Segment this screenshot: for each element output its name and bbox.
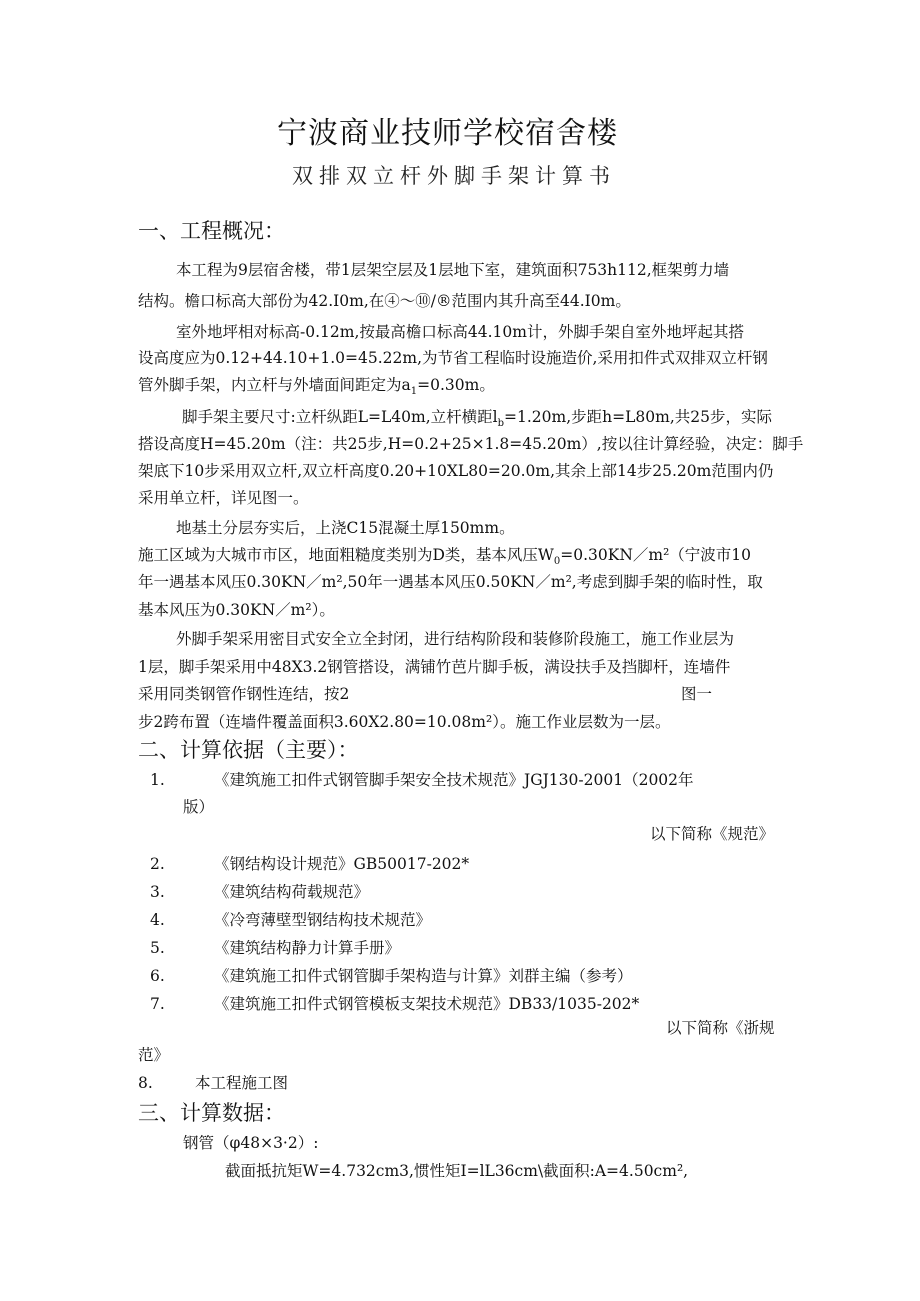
list-item: 《建筑结构静力计算手册》 (214, 939, 401, 957)
list-item: 《建筑施工扣件式钢管模板支架技术规范》DB33/1035-202* (214, 995, 640, 1013)
list-item-continuation: 版） (183, 798, 215, 816)
list-item: 《冷弯薄壁型钢结构技术规范》 (214, 911, 432, 929)
abbreviation-note-continuation: 范》 (138, 1046, 170, 1064)
paragraph-line: 采用同类钢管作钢性连结，按2 (138, 685, 350, 703)
paragraph-line: 年一遇基本风压0.30KN／m²,50年一遇基本风压0.50KN／m²,考虑到脚手架的临时性，取 (138, 573, 763, 591)
list-item: 《钢结构设计规范》GB50017-202* (214, 855, 470, 873)
paragraph-line: 步2跨布置（连墙件覆盖面积3.60X2.80=10.08m²）。施工作业层数为一层。 (138, 713, 671, 731)
abbreviation-note: 以下简称《规范》 (650, 825, 775, 843)
list-item: 《建筑结构荷载规范》 (214, 883, 370, 901)
list-item-number: 8. (138, 1074, 153, 1092)
abbreviation-note: 以下简称《浙规 (666, 1019, 775, 1037)
paragraph-line: 架底下10步采用双立杆,双立杆高度0.20+10XL80=20.0m,其余上部14步25.20m范围内仍 (138, 462, 774, 480)
paragraph-line: 结构。檐口标高大部份为42.I0m,在④～⑩/®范围内其升高至44.I0m。 (138, 292, 631, 310)
paragraph-line: 室外地坪相对标高-0.12m,按最高檐口标高44.10m计，外脚手架自室外地坪起其搭 (176, 323, 744, 341)
section-3-heading: 三、计算数据： (138, 1101, 285, 1125)
list-item-number: 6. (150, 967, 165, 985)
paragraph-line: 地基土分层夯实后，上浇C15混凝土厚150mm。 (176, 519, 515, 537)
document-subtitle: 双排双立杆外脚手架计算书 (292, 164, 616, 188)
section-1-heading: 一、工程概况： (138, 219, 285, 243)
list-item-number: 4. (150, 911, 165, 929)
paragraph-line: 外脚手架采用密目式安全立全封闭，进行结构阶段和装修阶段施工，施工作业层为 (176, 630, 735, 648)
paragraph-line: 管外脚手架，内立杆与外墙面间距定为$a_1=0.30m$。 (138, 376, 495, 398)
list-item: 《建筑施工扣件式钢管脚手架安全技术规范》JGJ130-2001（2002年 (214, 771, 694, 789)
data-line: 钢管（φ48×3·2）: (183, 1134, 319, 1152)
paragraph-line: 基本风压为0.30KN／m²）。 (138, 601, 335, 619)
list-item-number: 1. (150, 771, 165, 789)
data-line: 截面抵抗矩W=4.732cm3,惯性矩I=lL36cm\截面积:A=4.50cm², (225, 1162, 689, 1180)
paragraph-line: 设高度应为0.12+44.10+1.0=45.22m,为节省工程临时设施造价,采用扣件式双排双立杆钢 (138, 349, 768, 367)
section-2-heading: 二、计算依据（主要）： (138, 738, 359, 762)
list-item-number: 5. (150, 939, 165, 957)
paragraph-line: 施工区域为大城市市区，地面粗糙度类别为D类，基本风压$W_0=0.30KN/m^2$（宁波市10 (138, 546, 752, 568)
paragraph-line: 采用单立杆，详见图一。 (138, 489, 309, 507)
list-item-number: 7. (150, 995, 165, 1013)
document-title: 宁波商业技师学校宿舍楼 (277, 116, 618, 151)
list-item-number: 3. (150, 883, 165, 901)
figure-label: 图一 (681, 685, 713, 703)
paragraph-line: 本工程为9层宿舍楼，带1层架空层及1层地下室，建筑面积753h112,框架剪力墙 (176, 261, 730, 279)
paragraph-line: 1层，脚手架采用中48X3.2钢管搭设，满铺竹芭片脚手板，满设扶手及挡脚杆，连墙件 (138, 658, 731, 676)
paragraph-line: 脚手架主要尺寸:立杆纵距L=L40m,立杆横距$l_b=1.20m$,步距h=L80m,共25步，实际 (182, 408, 772, 430)
list-item: 《建筑施工扣件式钢管脚手架构造与计算》刘群主编（参考） (214, 967, 633, 985)
paragraph-line: 搭设高度H=45.20m（注：共25步,H=0.2+25×1.8=45.20m）,按以往计算经验，决定：脚手 (138, 435, 804, 453)
list-item: 本工程施工图 (195, 1074, 289, 1092)
list-item-number: 2. (150, 855, 165, 873)
